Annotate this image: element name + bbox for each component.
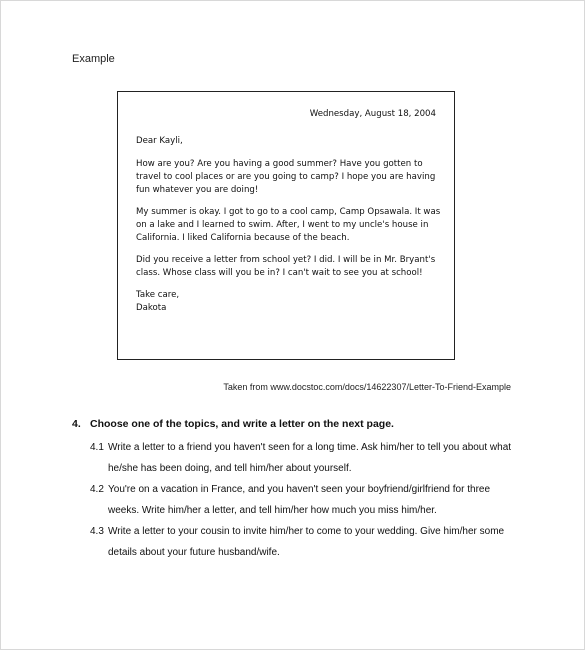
- letter-paragraph: Did you receive a letter from school yet? I did. I will be in Mr. Bryant's class. Whose class will you be in? I can't wait to see you at school!: [136, 255, 436, 278]
- task-item-text: Write a letter to a friend you haven't seen for a long time. Ask him/her to tell you about what he/she has been doing, and tell him/her about yourself.: [108, 442, 512, 474]
- task-heading: [72, 418, 394, 430]
- letter-signature: Dakota: [136, 303, 167, 313]
- task-list: [90, 437, 520, 563]
- letter-paragraph: How are you? Are you having a good summer? Have you gotten to travel to cool places or are you going to camp? I hope you are having fun whatever you are doing!: [136, 159, 436, 195]
- letter-date: Wednesday, August 18, 2004: [309, 109, 436, 119]
- task-item-text: You're on a vacation in France, and you haven't seen your boyfriend/girlfriend for three weeks. Write him/her a letter, and tell him/her how much you miss him/her.: [108, 484, 491, 516]
- letter-closing: Take care,: [136, 290, 180, 300]
- letter-paragraph: My summer is okay. I got to go to a cool camp, Camp Opsawala. It was on a lake and I learned to swim. After, I went to my uncle's house in California. I liked California because of the beach.: [136, 207, 441, 243]
- example-letter: [117, 91, 455, 360]
- task-heading-text: Choose one of the topics, and write a letter on the next page.: [90, 418, 394, 430]
- task-item-number: 4.3: [90, 526, 104, 537]
- task-item-text: Write a letter to your cousin to invite him/her to come to your wedding. Give him/her some details about your future husband/wife.: [108, 526, 505, 558]
- letter-body: [136, 135, 441, 315]
- task-item: [90, 479, 520, 521]
- task-item-number: 4.1: [90, 442, 104, 453]
- task-number: 4.: [72, 418, 81, 430]
- task-item: [90, 521, 520, 563]
- task-item-number: 4.2: [90, 484, 104, 495]
- letter-signoff: [136, 289, 441, 315]
- source-citation: Taken from www.docstoc.com/docs/14622307/Letter-To-Friend-Example: [223, 382, 511, 392]
- letter-greeting: Dear Kayli,: [136, 136, 183, 146]
- task-item: [90, 437, 520, 479]
- example-label: Example: [72, 53, 115, 65]
